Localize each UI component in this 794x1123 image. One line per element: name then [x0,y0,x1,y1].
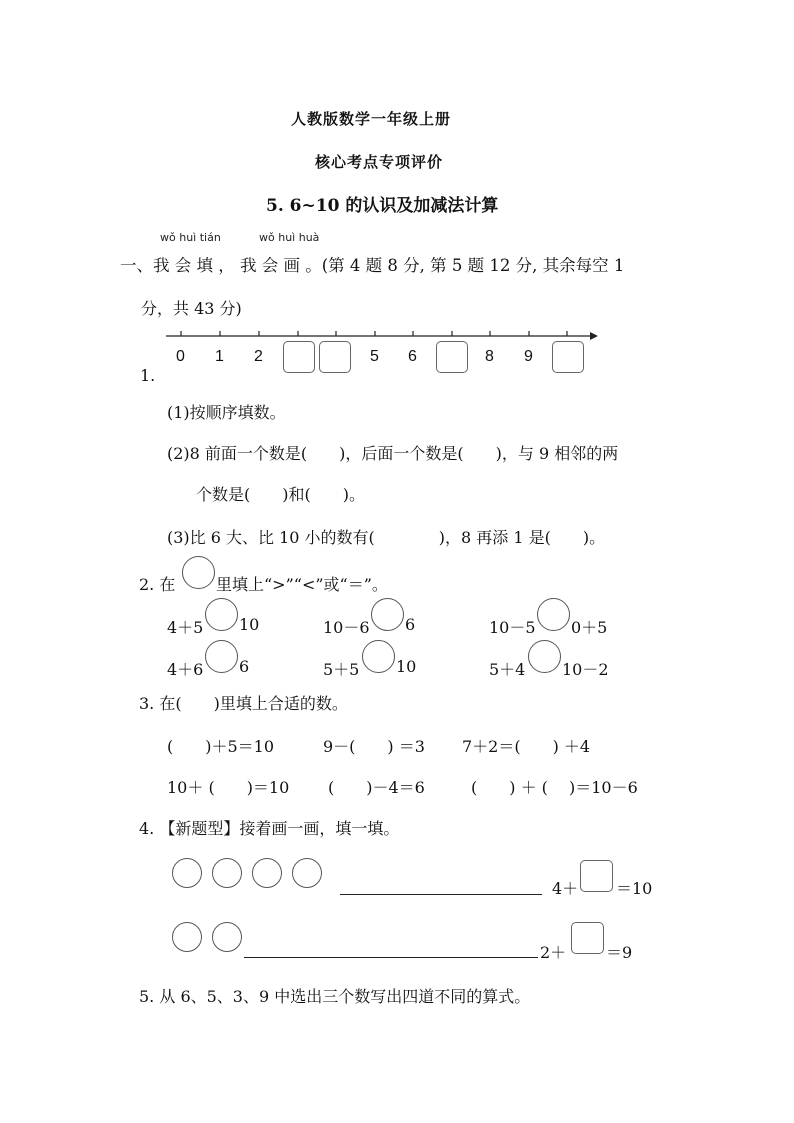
q2-suffix: 里填上“>”“<”或“＝”。 [216,575,388,594]
q2-r2-b-right: 10 [396,657,417,676]
q2-r1-b-right: 6 [405,615,416,634]
count-circle [292,858,322,888]
q3-r1-a: ( )＋5＝10 [167,737,275,756]
q2-r2-a-right: 6 [239,657,250,676]
q3-title: 3. 在( )里填上合适的数。 [139,694,348,713]
count-circle [172,858,202,888]
q3-r2-a: 10＋ ( )＝10 [167,778,290,797]
section-title: 一、我 会 填 ， 我 会 画 。(第 4 题 8 分, 第 5 题 12 分, 其余每空 1 [120,256,625,275]
answer-box[interactable] [580,860,613,892]
q3-r2-c: ( ) ＋ ( )＝10－6 [471,778,638,797]
count-circle [212,858,242,888]
q2-r2-a-left: 4＋6 [167,660,204,679]
q2-r1-a-left: 4＋5 [167,618,204,637]
doc-subtitle: 核心考点专项评价 [315,153,444,171]
q5-title: 5. 从 6、5、3、9 中选出三个数写出四道不同的算式。 [139,987,531,1006]
compare-circle[interactable] [537,598,570,631]
q3-r2-b: ( )－4＝6 [328,778,425,797]
compare-circle-example [182,556,215,589]
number-line [0,316,794,376]
compare-circle[interactable] [205,640,238,673]
compare-circle[interactable] [528,640,561,673]
number-box-4[interactable] [319,341,351,373]
q2-r1-c-left: 10－5 [489,618,536,637]
q2-prefix: 2. 在 [139,575,176,594]
q2-r2-c-left: 5＋4 [489,660,526,679]
q3-r1-c: 7＋2＝( ) ＋4 [462,737,591,756]
q2-r2-c-right: 10－2 [562,660,609,679]
q4-r2-eq-left: 2＋ [540,943,567,962]
tick-label-9: 9 [524,348,533,365]
number-box-10[interactable] [552,341,584,373]
drawing-line[interactable] [244,957,538,958]
count-circle [252,858,282,888]
drawing-line[interactable] [340,894,542,895]
q2-r2-b-left: 5＋5 [323,660,360,679]
pinyin-wo-hui-hua: wǒ huì huà [259,231,320,244]
count-circle [212,922,242,952]
q2-r1-b-left: 10－6 [323,618,370,637]
q2-r1-c-right: 0＋5 [571,618,608,637]
tick-label-0: 0 [176,348,185,365]
number-box-7[interactable] [436,341,468,373]
q1-sub1: (1)按顺序填数。 [167,403,286,422]
q2-r1-a-right: 10 [239,615,260,634]
tick-label-1: 1 [215,348,224,365]
section-title-cont: 分，共 43 分) [141,299,242,318]
compare-circle[interactable] [362,640,395,673]
pinyin-wo-hui-tian: wǒ huì tián [160,231,221,244]
tick-label-6: 6 [408,348,417,365]
question-number: 1. [140,366,156,385]
q3-r1-b: 9－( ) ＝3 [323,737,425,756]
tick-label-2: 2 [254,348,263,365]
q1-sub2-cont: 个数是( )和( )。 [196,485,365,504]
q4-title: 4. 【新题型】接着画一画，填一填。 [139,819,400,838]
q1-sub3: (3)比 6 大、比 10 小的数有( )，8 再添 1 是( )。 [167,528,606,547]
answer-box[interactable] [571,922,604,954]
compare-circle[interactable] [205,598,238,631]
doc-topic: 5. 6~10 的认识及加减法计算 [266,196,499,216]
doc-title: 人教版数学一年级上册 [291,110,452,128]
q1-sub2: (2)8 前面一个数是( )，后面一个数是( )，与 9 相邻的两 [167,444,619,463]
tick-label-8: 8 [485,348,494,365]
q4-r1-eq-right: ＝10 [616,879,653,898]
q4-r2-eq-right: ＝9 [606,943,633,962]
q4-r1-eq-left: 4＋ [552,879,579,898]
count-circle [172,922,202,952]
compare-circle[interactable] [371,598,404,631]
tick-label-5: 5 [370,348,379,365]
number-box-3[interactable] [283,341,315,373]
